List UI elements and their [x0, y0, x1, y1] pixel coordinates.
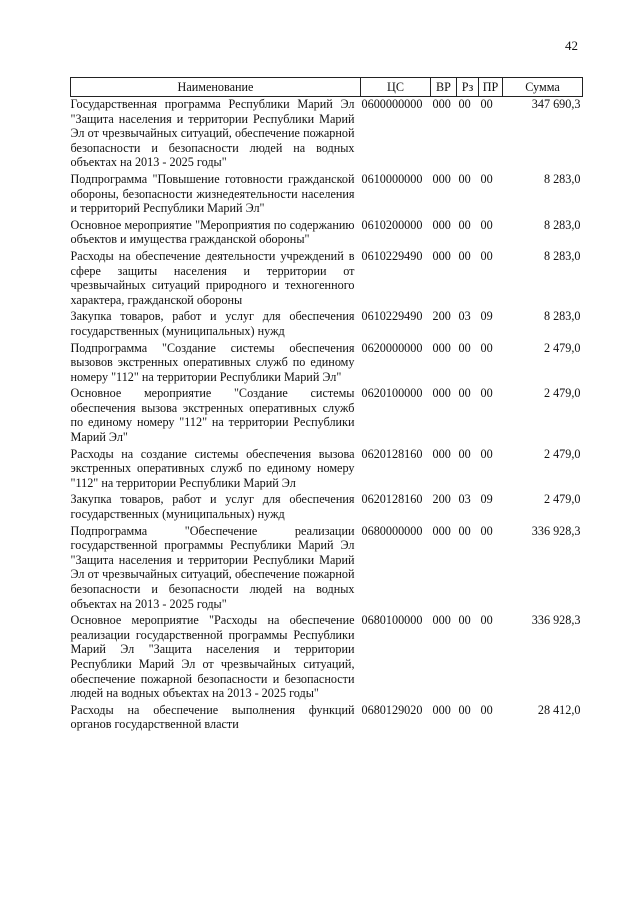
- row-sum: 8 283,0: [543, 309, 581, 324]
- table-row: [71, 613, 583, 703]
- row-cs: 0680100000: [361, 613, 423, 628]
- row-sum: 336 928,3: [531, 523, 581, 538]
- row-vr: 000: [432, 340, 451, 355]
- row-rz: 00: [458, 613, 471, 628]
- row-vr: 200: [432, 492, 451, 507]
- row-cs: 0680129020: [361, 702, 423, 717]
- row-name: Закупка товаров, работ и услуг для обеспечения государственных (муниципальных) нужд: [70, 309, 355, 338]
- row-cs: 0620000000: [361, 340, 423, 355]
- row-pr: 00: [480, 340, 493, 355]
- table-header: [71, 78, 583, 97]
- row-name: Подпрограмма "Создание системы обеспечения вызовов экстренных оперативных служб по единому номеру "112" на территории Республики Марий Эл": [70, 340, 355, 384]
- row-pr: 00: [480, 523, 493, 538]
- row-vr: 000: [432, 97, 451, 111]
- row-name: Расходы на обеспечение выполнения функций органов государственной власти: [70, 702, 355, 732]
- row-rz: 00: [458, 217, 471, 232]
- row-name: Подпрограмма "Повышение готовности гражданской обороны, безопасности жизнедеятельности населения и территорий Республики Марий Эл": [70, 171, 355, 216]
- row-sum: 2 479,0: [543, 446, 581, 461]
- table-row: [71, 492, 583, 523]
- row-pr: 00: [480, 386, 493, 401]
- row-rz: 00: [458, 523, 471, 538]
- row-rz: 00: [458, 386, 471, 401]
- row-vr: 200: [432, 309, 451, 324]
- table-body: [71, 97, 583, 734]
- table-row: [71, 309, 583, 340]
- row-rz: 00: [458, 340, 471, 355]
- budget-table: [70, 77, 583, 734]
- row-cs: 0610000000: [361, 171, 423, 186]
- row-name: Основное мероприятие "Мероприятия по содержанию объектов и имущества гражданской обороны": [70, 217, 355, 247]
- row-vr: 000: [432, 248, 451, 263]
- row-rz: 00: [458, 171, 471, 186]
- row-pr: 00: [480, 702, 493, 717]
- header-name: Наименование: [71, 78, 361, 97]
- row-pr: 00: [480, 248, 493, 263]
- row-sum: 8 283,0: [543, 217, 581, 232]
- row-name: Закупка товаров, работ и услуг для обеспечения государственных (муниципальных) нужд: [70, 492, 355, 522]
- header-pr: ПР: [479, 78, 503, 97]
- table-row: [71, 341, 583, 387]
- row-name: Расходы на обеспечение деятельности учреждений в сфере защиты населения и территории от чрезвычайных ситуаций природного и техногенного характера, гражданской обороны: [70, 248, 355, 307]
- row-vr: 000: [432, 217, 451, 232]
- row-sum: 2 479,0: [543, 492, 581, 507]
- row-cs: 0680000000: [361, 523, 423, 538]
- row-pr: 09: [480, 492, 493, 507]
- row-rz: 00: [458, 702, 471, 717]
- row-vr: 000: [432, 171, 451, 186]
- row-name: Основное мероприятие "Расходы на обеспечение реализации государственной программы Республики Марий Эл "Защита населения и территории Республики Марий Эл от чрезвычайных ситуаций, обеспечение пожарной безопасности и безопасности людей на водных объектах на 2013 - 2025 годы": [70, 613, 355, 701]
- row-sum: 2 479,0: [543, 340, 581, 355]
- row-pr: 00: [480, 446, 493, 461]
- row-name: Подпрограмма "Обеспечение реализации государственной программы Республики Марий Эл "Защита населения и территории Республики Марий Эл от чрезвычайных ситуаций, обеспечение пожарной безопасности и безопасности людей на водных объектах на 2013 - 2025 годы": [70, 523, 355, 611]
- row-rz: 03: [458, 309, 471, 324]
- row-name: Государственная программа Республики Марий Эл "Защита населения и территории Республики Марий Эл от чрезвычайных ситуаций, обеспечение пожарной безопасности и безопасности людей на водных объектах на 2013 - 2025 годы": [70, 97, 355, 170]
- header-row: [71, 78, 583, 97]
- row-cs: 0610229490: [361, 309, 423, 324]
- row-name: Основное мероприятие "Создание системы обеспечения вызова экстренных оперативных служб по единому номеру "112" на территории Республики Марий Эл": [70, 386, 355, 445]
- row-pr: 00: [480, 171, 493, 186]
- row-cs: 0610200000: [361, 217, 423, 232]
- row-pr: 00: [480, 217, 493, 232]
- row-sum: 347 690,3: [531, 97, 581, 111]
- table-row: [71, 386, 583, 446]
- row-rz: 03: [458, 492, 471, 507]
- row-name: Расходы на создание системы обеспечения вызова экстренных оперативных служб по единому номеру "112" на территории Республики Марий Эл: [70, 446, 355, 490]
- table-row: [71, 97, 583, 172]
- table-row: [71, 524, 583, 614]
- row-cs: 0620128160: [361, 492, 423, 507]
- row-cs: 0610229490: [361, 248, 423, 263]
- row-rz: 00: [458, 97, 471, 111]
- row-vr: 000: [432, 613, 451, 628]
- row-sum: 28 412,0: [537, 702, 581, 717]
- table-row: [71, 218, 583, 249]
- row-rz: 00: [458, 446, 471, 461]
- table-row: [71, 249, 583, 309]
- row-sum: 2 479,0: [543, 386, 581, 401]
- row-sum: 8 283,0: [543, 248, 581, 263]
- row-vr: 000: [432, 702, 451, 717]
- row-cs: 0600000000: [361, 97, 423, 111]
- row-cs: 0620128160: [361, 446, 423, 461]
- header-vr: ВР: [431, 78, 457, 97]
- row-vr: 000: [432, 386, 451, 401]
- header-cs: ЦС: [361, 78, 431, 97]
- table-row: [71, 703, 583, 734]
- row-sum: 8 283,0: [543, 171, 581, 186]
- page-number: 42: [565, 38, 578, 53]
- row-vr: 000: [432, 523, 451, 538]
- row-pr: 09: [480, 309, 493, 324]
- row-rz: 00: [458, 248, 471, 263]
- row-sum: 336 928,3: [531, 613, 581, 628]
- row-pr: 00: [480, 613, 493, 628]
- table-row: [71, 447, 583, 493]
- row-pr: 00: [480, 97, 493, 111]
- header-rz: Рз: [457, 78, 479, 97]
- table-row: [71, 172, 583, 218]
- row-vr: 000: [432, 446, 451, 461]
- row-cs: 0620100000: [361, 386, 423, 401]
- header-sum: Сумма: [503, 78, 583, 97]
